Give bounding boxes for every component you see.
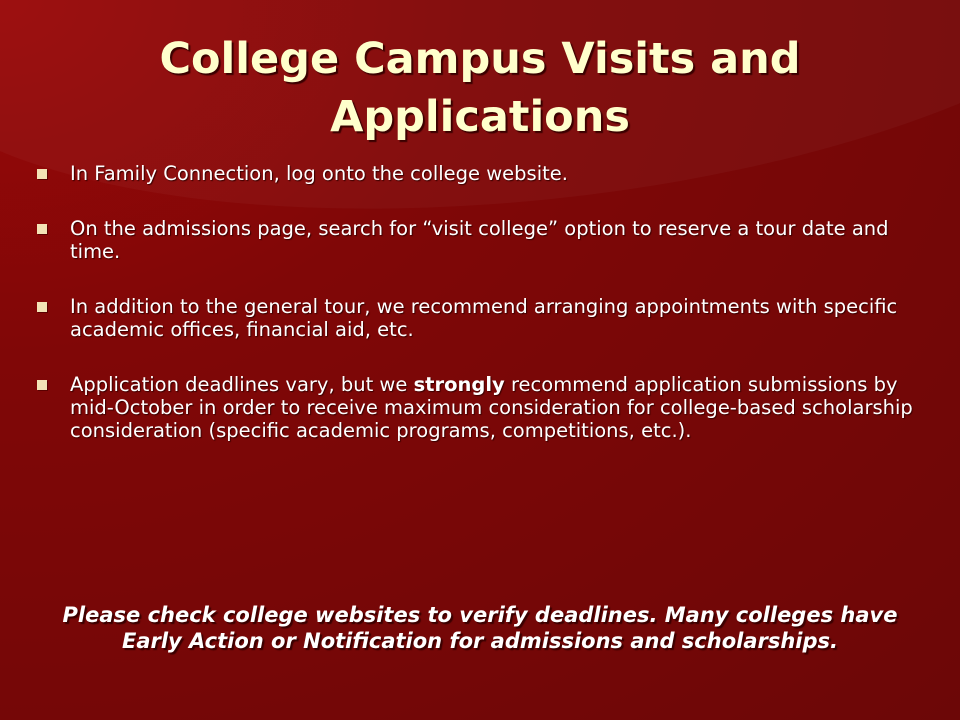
bullet-text-start: Application deadlines vary, but we bbox=[70, 373, 414, 396]
bullet-item bbox=[36, 217, 916, 263]
square-bullet-icon bbox=[37, 302, 47, 312]
bullet-list bbox=[36, 162, 916, 474]
square-bullet-icon bbox=[37, 224, 47, 234]
bullet-item bbox=[36, 162, 916, 185]
bullet-text-end: recommend application submissions by mid-October in order to receive maximum consideration for college-based scholarship consideration (specific academic programs, competitions, etc.). bbox=[70, 373, 913, 442]
slide-title: College Campus Visits and Applications bbox=[159, 34, 801, 142]
footer-note: Please check college websites to verify deadlines. Many colleges have Early Action or Notification for admissions and scholarships. bbox=[62, 603, 898, 653]
bullet-item bbox=[36, 295, 916, 341]
square-bullet-icon bbox=[37, 380, 47, 390]
square-bullet-icon bbox=[37, 169, 47, 179]
emphasis-text: strongly bbox=[413, 373, 505, 396]
bullet-text: In addition to the general tour, we recommend arranging appointments with specific academic offices, financial aid, etc. bbox=[70, 295, 898, 341]
bullet-item bbox=[36, 373, 916, 442]
bullet-text: On the admissions page, search for “visit college” option to reserve a tour date and time. bbox=[70, 217, 889, 263]
bullet-text: In Family Connection, log onto the college website. bbox=[70, 162, 568, 185]
